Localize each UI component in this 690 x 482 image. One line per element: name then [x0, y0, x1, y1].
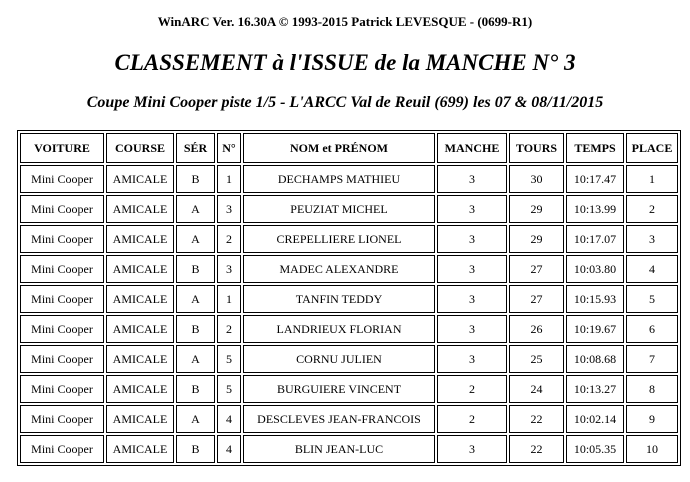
cell-tours: 24 [509, 375, 564, 403]
cell-place: 2 [626, 195, 678, 223]
cell-voiture: Mini Cooper [20, 225, 104, 253]
cell-numero: 4 [217, 405, 241, 433]
cell-temps: 10:17.47 [566, 165, 624, 193]
cell-numero: 1 [217, 285, 241, 313]
cell-voiture: Mini Cooper [20, 345, 104, 373]
cell-serie: A [176, 195, 215, 223]
cell-voiture: Mini Cooper [20, 195, 104, 223]
cell-manche: 2 [437, 405, 507, 433]
results-table [17, 130, 681, 466]
cell-temps: 10:13.27 [566, 375, 624, 403]
cell-serie: B [176, 435, 215, 463]
cell-nom: MADEC ALEXANDRE [243, 255, 435, 283]
cell-manche: 3 [437, 315, 507, 343]
cell-numero: 2 [217, 315, 241, 343]
cell-nom: DECHAMPS MATHIEU [243, 165, 435, 193]
cell-nom: TANFIN TEDDY [243, 285, 435, 313]
cell-nom: LANDRIEUX FLORIAN [243, 315, 435, 343]
cell-manche: 3 [437, 195, 507, 223]
cell-manche: 3 [437, 255, 507, 283]
cell-numero: 5 [217, 345, 241, 373]
cell-tours: 22 [509, 435, 564, 463]
cell-numero: 4 [217, 435, 241, 463]
cell-numero: 2 [217, 225, 241, 253]
cell-place: 3 [626, 225, 678, 253]
cell-serie: B [176, 255, 215, 283]
column-header-serie: SÉR [176, 133, 215, 163]
cell-tours: 27 [509, 285, 564, 313]
cell-course: AMICALE [106, 345, 174, 373]
cell-serie: A [176, 345, 215, 373]
cell-temps: 10:13.99 [566, 195, 624, 223]
cell-tours: 29 [509, 225, 564, 253]
cell-nom: PEUZIAT MICHEL [243, 195, 435, 223]
table-row [20, 375, 678, 403]
cell-temps: 10:02.14 [566, 405, 624, 433]
column-header-voiture: VOITURE [20, 133, 104, 163]
cell-place: 10 [626, 435, 678, 463]
cell-temps: 10:17.07 [566, 225, 624, 253]
table-row [20, 255, 678, 283]
cell-place: 8 [626, 375, 678, 403]
cell-voiture: Mini Cooper [20, 315, 104, 343]
cell-course: AMICALE [106, 225, 174, 253]
cell-course: AMICALE [106, 195, 174, 223]
cell-course: AMICALE [106, 375, 174, 403]
column-header-manche: MANCHE [437, 133, 507, 163]
cell-course: AMICALE [106, 315, 174, 343]
column-header-nom: NOM et PRÉNOM [243, 133, 435, 163]
table-row [20, 345, 678, 373]
table-row [20, 435, 678, 463]
cell-manche: 3 [437, 225, 507, 253]
cell-serie: B [176, 375, 215, 403]
cell-place: 7 [626, 345, 678, 373]
cell-tours: 25 [509, 345, 564, 373]
cell-place: 5 [626, 285, 678, 313]
column-header-tours: TOURS [509, 133, 564, 163]
cell-voiture: Mini Cooper [20, 165, 104, 193]
cell-voiture: Mini Cooper [20, 405, 104, 433]
cell-manche: 3 [437, 345, 507, 373]
table-header-row [20, 133, 678, 163]
cell-place: 1 [626, 165, 678, 193]
cell-voiture: Mini Cooper [20, 435, 104, 463]
page-title: CLASSEMENT à l'ISSUE de la MANCHE N° 3 [114, 50, 576, 75]
cell-temps: 10:15.93 [566, 285, 624, 313]
cell-nom: CORNU JULIEN [243, 345, 435, 373]
cell-tours: 26 [509, 315, 564, 343]
cell-manche: 2 [437, 375, 507, 403]
column-header-course: COURSE [106, 133, 174, 163]
cell-nom: DESCLEVES JEAN-FRANCOIS [243, 405, 435, 433]
cell-manche: 3 [437, 285, 507, 313]
table-row [20, 405, 678, 433]
cell-numero: 3 [217, 195, 241, 223]
cell-course: AMICALE [106, 165, 174, 193]
cell-temps: 10:05.35 [566, 435, 624, 463]
cell-voiture: Mini Cooper [20, 375, 104, 403]
cell-tours: 30 [509, 165, 564, 193]
cell-course: AMICALE [106, 435, 174, 463]
cell-serie: B [176, 165, 215, 193]
cell-course: AMICALE [106, 285, 174, 313]
column-header-numero: N° [217, 133, 241, 163]
cell-manche: 3 [437, 165, 507, 193]
column-header-place: PLACE [626, 133, 678, 163]
cell-manche: 3 [437, 435, 507, 463]
table-row [20, 195, 678, 223]
software-header: WinARC Ver. 16.30A © 1993-2015 Patrick LEVESQUE - (0699-R1) [157, 14, 533, 29]
cell-temps: 10:19.67 [566, 315, 624, 343]
cell-tours: 27 [509, 255, 564, 283]
cell-nom: BURGUIERE VINCENT [243, 375, 435, 403]
column-header-temps: TEMPS [566, 133, 624, 163]
cell-tours: 22 [509, 405, 564, 433]
page-subtitle: Coupe Mini Cooper piste 1/5 - L'ARCC Val de Reuil (699) les 07 & 08/11/2015 [86, 94, 604, 111]
cell-place: 6 [626, 315, 678, 343]
cell-nom: BLIN JEAN-LUC [243, 435, 435, 463]
cell-serie: B [176, 315, 215, 343]
cell-nom: CREPELLIERE LIONEL [243, 225, 435, 253]
cell-tours: 29 [509, 195, 564, 223]
cell-numero: 3 [217, 255, 241, 283]
cell-course: AMICALE [106, 255, 174, 283]
cell-place: 4 [626, 255, 678, 283]
cell-numero: 1 [217, 165, 241, 193]
cell-serie: A [176, 405, 215, 433]
cell-numero: 5 [217, 375, 241, 403]
table-row [20, 315, 678, 343]
cell-temps: 10:03.80 [566, 255, 624, 283]
results-body [20, 165, 678, 463]
cell-serie: A [176, 225, 215, 253]
table-row [20, 285, 678, 313]
table-row [20, 165, 678, 193]
cell-serie: A [176, 285, 215, 313]
cell-place: 9 [626, 405, 678, 433]
cell-voiture: Mini Cooper [20, 255, 104, 283]
cell-course: AMICALE [106, 405, 174, 433]
cell-temps: 10:08.68 [566, 345, 624, 373]
table-row [20, 225, 678, 253]
cell-voiture: Mini Cooper [20, 285, 104, 313]
